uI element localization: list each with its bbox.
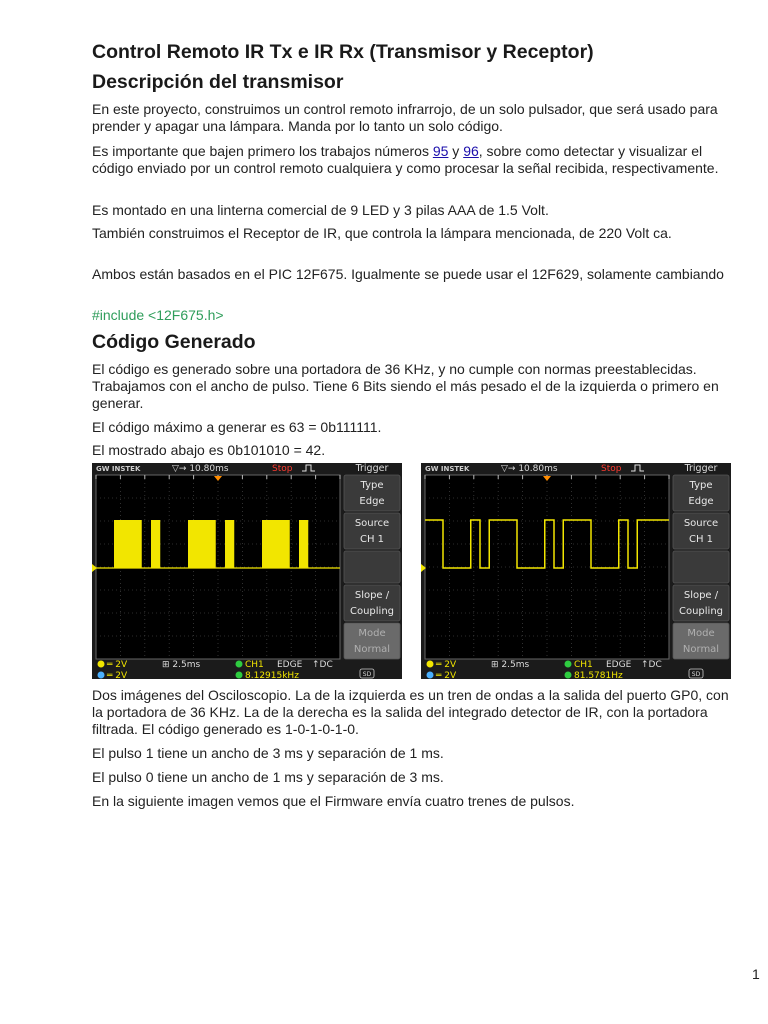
carrier-burst bbox=[151, 520, 160, 568]
channel-2-icon bbox=[427, 672, 434, 679]
paragraph-intro: En este proyecto, construimos un control remoto infrarrojo, de un solo pulsador, que será usado para prender y apagar una lámpara. Manda por lo tanto un solo código. bbox=[92, 101, 718, 134]
carrier-burst bbox=[225, 520, 234, 568]
menu-empty-1-panel bbox=[673, 551, 729, 583]
channel-1-icon bbox=[427, 661, 434, 668]
oscilloscope-display-right bbox=[421, 463, 731, 679]
channel-2-icon bbox=[98, 672, 105, 679]
trigger-coupling-text: ↑DC bbox=[312, 660, 333, 670]
menu-mode-value: Normal bbox=[353, 644, 391, 655]
scope-run-state-text: Stop bbox=[601, 464, 622, 474]
paragraph-caption: Dos imágenes del Osciloscopio. La de la izquierda es un tren de ondas a la salida del puerto GP0, con la portadora de 36 KHz. La de la derecha es la salida del integrado detector de IR, con la portadora filtrada. El código generado es 1-0-1-0-1-0. bbox=[92, 687, 729, 737]
carrier-burst bbox=[114, 520, 142, 568]
oscilloscope-screenshot-left bbox=[92, 463, 402, 679]
menu-trigger-label: Trigger bbox=[355, 463, 389, 474]
trigger-channel-icon bbox=[236, 661, 243, 668]
menu-slope-label: Slope / bbox=[354, 590, 390, 601]
menu-slope-value: Coupling bbox=[678, 606, 724, 617]
code-include: #include <12F675.h> bbox=[92, 307, 224, 323]
menu-slope-value: Coupling bbox=[349, 606, 395, 617]
menu-mode-label: Mode bbox=[358, 628, 386, 639]
scope-brand-text: GW INSTEK bbox=[425, 465, 470, 473]
ch1-volts-text: ═ 2V bbox=[436, 660, 457, 670]
sd-card-text: SD bbox=[362, 671, 372, 678]
menu-type-value: Edge bbox=[359, 496, 385, 507]
trigger-edge-text: EDGE bbox=[606, 660, 632, 670]
sd-card-text: SD bbox=[691, 671, 701, 678]
menu-trigger-label: Trigger bbox=[684, 463, 718, 474]
section-heading-transmitter: Descripción del transmisor bbox=[92, 71, 344, 93]
scope-run-state-text: Stop bbox=[272, 464, 293, 474]
ch2-volts-text: ═ 2V bbox=[107, 671, 128, 679]
carrier-burst bbox=[262, 520, 290, 568]
ch2-volts-text: ═ 2V bbox=[436, 671, 457, 679]
scope-timebase-top-text: ▽→ 10.80ms bbox=[172, 464, 229, 474]
menu-type-label: Type bbox=[360, 480, 384, 491]
menu-source-label: Source bbox=[354, 518, 390, 529]
references-text-before: Es importante que bajen primero los trabajos números bbox=[92, 143, 433, 159]
paragraph-references bbox=[92, 143, 742, 177]
channel-1-icon bbox=[98, 661, 105, 668]
paragraph-pulse-one: El pulso 1 tiene un ancho de 3 ms y separación de 1 ms. bbox=[92, 745, 444, 761]
section-heading-code: Código Generado bbox=[92, 331, 256, 353]
link-work-95[interactable]: 95 bbox=[432, 143, 449, 159]
frequency-text: 81.5781Hz bbox=[574, 671, 623, 679]
paragraph-firmware: En la siguiente imagen vemos que el Firmware envía cuatro trenes de pulsos. bbox=[92, 793, 575, 809]
menu-type-value: Edge bbox=[688, 496, 714, 507]
paragraph-shown-code: El mostrado abajo es 0b101010 = 42. bbox=[92, 442, 326, 458]
trigger-channel-text: CH1 bbox=[574, 660, 593, 670]
paragraph-pic: Ambos están basados en el PIC 12F675. Igualmente se puede usar el 12F629, solamente cambiando bbox=[92, 266, 724, 282]
carrier-burst bbox=[299, 520, 308, 568]
document-title: Control Remoto IR Tx e IR Rx (Transmisor y Receptor) bbox=[92, 41, 594, 63]
scope-brand-text: GW INSTEK bbox=[96, 465, 141, 473]
references-text-middle: y bbox=[448, 143, 464, 159]
frequency-icon bbox=[236, 672, 243, 679]
trigger-channel-icon bbox=[565, 661, 572, 668]
menu-source-value: CH 1 bbox=[688, 534, 714, 545]
frequency-icon bbox=[565, 672, 572, 679]
timebase-text: ⊞ 2.5ms bbox=[491, 660, 530, 670]
trigger-edge-text: EDGE bbox=[277, 660, 303, 670]
timebase-text: ⊞ 2.5ms bbox=[162, 660, 201, 670]
menu-mode-label: Mode bbox=[687, 628, 715, 639]
paragraph-code-generated: El código es generado sobre una portadora de 36 KHz, y no cumple con normas preestablecidas. Trabajamos con el ancho de pulso. Tiene 6 Bits siendo el más pesado el de la izquierda o primero en generar. bbox=[92, 361, 719, 411]
ch1-volts-text: ═ 2V bbox=[107, 660, 128, 670]
page-number: 1 bbox=[752, 966, 760, 982]
paragraph-pulse-zero: El pulso 0 tiene un ancho de 1 ms y separación de 3 ms. bbox=[92, 769, 444, 785]
paragraph-max-code: El código máximo a generar es 63 = 0b111111. bbox=[92, 419, 382, 435]
paragraph-receiver: También construimos el Receptor de IR, que controla la lámpara mencionada, de 220 Volt ca. bbox=[92, 225, 672, 241]
carrier-burst bbox=[188, 520, 216, 568]
scope-timebase-top-text: ▽→ 10.80ms bbox=[501, 464, 558, 474]
menu-source-label: Source bbox=[683, 518, 719, 529]
menu-source-value: CH 1 bbox=[359, 534, 385, 545]
references-text-after: , sobre como detectar y visualizar el código enviado por un control remoto cualquiera y como procesar la señal recibida, respectivamente. bbox=[92, 143, 719, 176]
oscilloscope-screenshot-right bbox=[421, 463, 731, 679]
menu-empty-1-panel bbox=[344, 551, 400, 583]
menu-type-label: Type bbox=[689, 480, 713, 491]
trigger-coupling-text: ↑DC bbox=[641, 660, 662, 670]
frequency-text: 8.12915kHz bbox=[245, 671, 299, 679]
oscilloscope-display-left bbox=[92, 463, 402, 679]
menu-slope-label: Slope / bbox=[683, 590, 719, 601]
paragraph-flashlight: Es montado en una linterna comercial de 9 LED y 3 pilas AAA de 1.5 Volt. bbox=[92, 202, 549, 218]
menu-mode-value: Normal bbox=[682, 644, 720, 655]
link-work-96[interactable]: 96 bbox=[463, 143, 479, 159]
trigger-channel-text: CH1 bbox=[245, 660, 264, 670]
